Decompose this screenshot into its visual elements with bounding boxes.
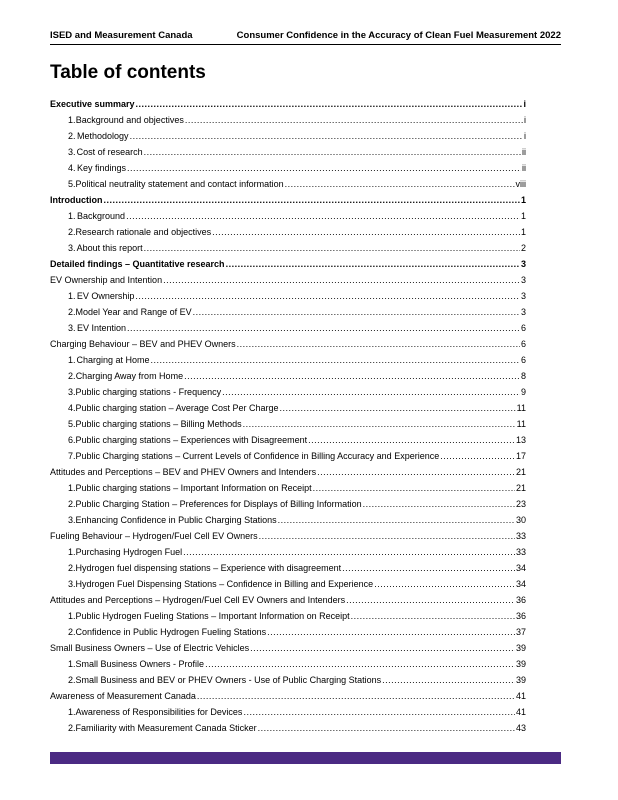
toc-entry-label: Attitudes and Perceptions – Hydrogen/Fuel Cell EV Owners and Intenders bbox=[50, 595, 346, 605]
toc-entry-label: Small Business Owners – Use of Electric Vehicles bbox=[50, 643, 250, 653]
toc-page-number: 9 bbox=[520, 387, 526, 397]
table-of-contents bbox=[50, 94, 526, 734]
toc-entry[interactable] bbox=[50, 430, 526, 446]
toc-page-number: 34 bbox=[515, 563, 526, 573]
toc-entry[interactable] bbox=[50, 366, 526, 382]
toc-leader-dots bbox=[222, 387, 520, 398]
toc-entry-number: 1. bbox=[68, 611, 76, 621]
toc-page-number: 8 bbox=[520, 371, 526, 381]
toc-page-number: ii bbox=[522, 147, 526, 157]
toc-page-number: 43 bbox=[515, 723, 526, 733]
toc-entry-label: About this report bbox=[76, 243, 143, 253]
toc-entry-label: Public Charging stations – Current Levels of Confidence in Billing Accuracy and Experience bbox=[75, 451, 440, 461]
toc-entry-number: 2. bbox=[68, 227, 76, 237]
toc-page-number: 23 bbox=[515, 499, 526, 509]
toc-page-number: 17 bbox=[515, 451, 526, 461]
toc-leader-dots bbox=[285, 179, 515, 190]
toc-entry-label: Public Charging Station – Preferences for Displays of Billing Information bbox=[75, 499, 362, 509]
toc-page-number: 1 bbox=[520, 195, 526, 205]
toc-entry-label: Public Hydrogen Fueling Stations – Important Information on Receipt bbox=[75, 611, 350, 621]
toc-page-number: 41 bbox=[515, 707, 526, 717]
toc-entry-label: Small Business and BEV or PHEV Owners - Use of Public Charging Stations bbox=[75, 675, 382, 685]
toc-leader-dots bbox=[163, 275, 520, 286]
toc-leader-dots bbox=[193, 307, 520, 318]
toc-entry-label: Confidence in Public Hydrogen Fueling Stations bbox=[75, 627, 267, 637]
toc-entry-label: Political neutrality statement and contact information bbox=[75, 179, 284, 189]
toc-leader-dots bbox=[382, 675, 515, 686]
toc-entry-label: Public charging station – Average Cost Per Charge bbox=[75, 403, 279, 413]
toc-entry-number: 5. bbox=[68, 419, 76, 429]
toc-leader-dots bbox=[144, 243, 520, 254]
toc-leader-dots bbox=[243, 419, 516, 430]
toc-page-number: 34 bbox=[515, 579, 526, 589]
toc-entry-label: Hydrogen Fuel Dispensing Stations – Confidence in Billing and Experience bbox=[75, 579, 374, 589]
toc-leader-dots bbox=[342, 563, 515, 574]
toc-leader-dots bbox=[151, 355, 520, 366]
toc-page-number: 3 bbox=[520, 291, 526, 301]
toc-leader-dots bbox=[184, 371, 520, 382]
toc-entry[interactable] bbox=[50, 222, 526, 238]
toc-entry-number: 1. bbox=[68, 659, 76, 669]
toc-entry-label: Charging Away from Home bbox=[75, 371, 184, 381]
toc-entry[interactable] bbox=[50, 254, 526, 270]
toc-entry-number: 1. bbox=[68, 483, 76, 493]
toc-page-number: 33 bbox=[515, 531, 526, 541]
toc-entry-label: Purchasing Hydrogen Fuel bbox=[75, 547, 183, 557]
header-report-title: Consumer Confidence in the Accuracy of Clean Fuel Measurement 2022 bbox=[236, 30, 561, 41]
toc-entry-number: 2. bbox=[68, 675, 76, 685]
toc-entry-number: 2. bbox=[68, 723, 76, 733]
toc-entry[interactable] bbox=[50, 126, 526, 142]
toc-leader-dots bbox=[185, 115, 523, 126]
toc-entry[interactable] bbox=[50, 142, 526, 158]
toc-leader-dots bbox=[267, 627, 515, 638]
toc-leader-dots bbox=[259, 531, 515, 542]
toc-entry-label: Introduction bbox=[50, 195, 103, 205]
toc-entry-label: Public charging stations - Frequency bbox=[75, 387, 222, 397]
toc-page-number: 11 bbox=[516, 419, 526, 429]
toc-entry-number: 3. bbox=[68, 323, 76, 333]
toc-entry[interactable] bbox=[50, 574, 526, 590]
toc-entry-number: 1. bbox=[68, 547, 76, 557]
toc-leader-dots bbox=[130, 131, 523, 142]
toc-entry[interactable] bbox=[50, 206, 526, 222]
toc-page-number: 6 bbox=[520, 355, 526, 365]
toc-entry[interactable] bbox=[50, 190, 526, 206]
header-org: ISED and Measurement Canada bbox=[50, 30, 193, 41]
toc-leader-dots bbox=[258, 723, 515, 734]
toc-entry-label: Awareness of Measurement Canada bbox=[50, 691, 196, 701]
toc-leader-dots bbox=[127, 323, 520, 334]
toc-page-number: i bbox=[524, 131, 526, 141]
toc-page-number: 21 bbox=[515, 467, 526, 477]
toc-entry[interactable] bbox=[50, 478, 526, 494]
toc-page-number: 3 bbox=[520, 275, 526, 285]
toc-page-number: 37 bbox=[515, 627, 526, 637]
toc-page-number: 1 bbox=[520, 227, 526, 237]
toc-leader-dots bbox=[104, 195, 520, 206]
toc-entry[interactable] bbox=[50, 158, 526, 174]
toc-page-number: i bbox=[523, 99, 526, 109]
toc-leader-dots bbox=[278, 515, 515, 526]
toc-entry-label: Public charging stations – Billing Methods bbox=[75, 419, 242, 429]
running-header bbox=[50, 30, 561, 45]
toc-leader-dots bbox=[279, 403, 515, 414]
toc-entry-number: 2. bbox=[68, 563, 76, 573]
toc-leader-dots bbox=[317, 467, 515, 478]
toc-page-number: viii bbox=[515, 179, 526, 189]
toc-entry-number: 3. bbox=[68, 387, 76, 397]
toc-leader-dots bbox=[197, 691, 515, 702]
toc-entry[interactable] bbox=[50, 622, 526, 638]
toc-leader-dots bbox=[226, 259, 520, 270]
toc-entry[interactable] bbox=[50, 350, 526, 366]
toc-entry-number: 3. bbox=[68, 515, 76, 525]
toc-entry-number: 2. bbox=[68, 307, 76, 317]
toc-entry-label: Model Year and Range of EV bbox=[75, 307, 192, 317]
toc-entry[interactable] bbox=[50, 446, 526, 462]
toc-leader-dots bbox=[127, 163, 521, 174]
toc-entry-label: Research rationale and objectives bbox=[75, 227, 212, 237]
toc-entry[interactable] bbox=[50, 526, 526, 542]
toc-leader-dots bbox=[212, 227, 520, 238]
toc-leader-dots bbox=[144, 147, 521, 158]
toc-leader-dots bbox=[363, 499, 515, 510]
toc-entry[interactable] bbox=[50, 462, 526, 478]
toc-leader-dots bbox=[351, 611, 515, 622]
toc-entry-label: Hydrogen fuel dispensing stations – Experience with disagreement bbox=[75, 563, 342, 573]
toc-page-number: 39 bbox=[515, 675, 526, 685]
toc-entry-number: 3. bbox=[68, 579, 76, 589]
toc-entry[interactable] bbox=[50, 238, 526, 254]
toc-entry-label: Awareness of Responsibilities for Devices bbox=[75, 707, 243, 717]
toc-entry-label: Charging at Home bbox=[76, 355, 150, 365]
toc-entry[interactable] bbox=[50, 494, 526, 510]
toc-entry-number: 4. bbox=[68, 163, 76, 173]
toc-entry-number: 7. bbox=[68, 451, 76, 461]
toc-entry-number: 1. bbox=[68, 211, 76, 221]
toc-entry-number: 1. bbox=[68, 115, 76, 125]
toc-page-number: 39 bbox=[515, 643, 526, 653]
toc-entry-label: Small Business Owners - Profile bbox=[75, 659, 205, 669]
footer-bar bbox=[50, 752, 561, 764]
toc-page-number: i bbox=[524, 115, 526, 125]
toc-entry-label: EV Ownership and Intention bbox=[50, 275, 163, 285]
toc-leader-dots bbox=[440, 451, 515, 462]
toc-entry[interactable] bbox=[50, 382, 526, 398]
toc-entry[interactable] bbox=[50, 670, 526, 686]
toc-page-number: 2 bbox=[520, 243, 526, 253]
toc-entry-number: 1. bbox=[68, 355, 76, 365]
toc-leader-dots bbox=[135, 291, 520, 302]
toc-entry[interactable] bbox=[50, 590, 526, 606]
toc-page-number: 11 bbox=[516, 403, 526, 413]
toc-entry[interactable] bbox=[50, 542, 526, 558]
toc-entry-label: Charging Behaviour – BEV and PHEV Owners bbox=[50, 339, 236, 349]
toc-entry-label: Familiarity with Measurement Canada Sticker bbox=[75, 723, 257, 733]
toc-page-number: 3 bbox=[520, 307, 526, 317]
toc-page-number: 13 bbox=[515, 435, 526, 445]
toc-leader-dots bbox=[205, 659, 515, 670]
toc-entry[interactable] bbox=[50, 718, 526, 734]
toc-leader-dots bbox=[243, 707, 515, 718]
toc-page-number: 33 bbox=[515, 547, 526, 557]
toc-entry[interactable] bbox=[50, 654, 526, 670]
toc-entry[interactable] bbox=[50, 638, 526, 654]
toc-entry[interactable] bbox=[50, 414, 526, 430]
toc-entry-label: EV Intention bbox=[77, 323, 127, 333]
toc-entry[interactable] bbox=[50, 606, 526, 622]
toc-page-number: 36 bbox=[515, 611, 526, 621]
toc-page-number: 21 bbox=[515, 483, 526, 493]
toc-leader-dots bbox=[183, 547, 515, 558]
toc-entry-number: 2. bbox=[68, 499, 76, 509]
toc-entry[interactable] bbox=[50, 94, 526, 110]
toc-entry[interactable] bbox=[50, 318, 526, 334]
toc-entry-label: Public charging stations – Important Information on Receipt bbox=[75, 483, 312, 493]
toc-leader-dots bbox=[308, 435, 515, 446]
toc-entry[interactable] bbox=[50, 174, 526, 190]
toc-leader-dots bbox=[126, 211, 520, 222]
toc-entry-label: Cost of research bbox=[76, 147, 143, 157]
toc-leader-dots bbox=[136, 99, 523, 110]
toc-entry-number: 3. bbox=[68, 147, 76, 157]
toc-entry-number: 1. bbox=[68, 707, 76, 717]
toc-leader-dots bbox=[250, 643, 515, 654]
toc-page-number: 30 bbox=[515, 515, 526, 525]
toc-page-number: ii bbox=[522, 163, 526, 173]
toc-entry[interactable] bbox=[50, 270, 526, 286]
toc-entry-number: 4. bbox=[68, 403, 76, 413]
toc-page-number: 41 bbox=[515, 691, 526, 701]
toc-entry[interactable] bbox=[50, 302, 526, 318]
toc-page-number: 6 bbox=[520, 339, 526, 349]
toc-entry-label: Background bbox=[77, 211, 126, 221]
toc-entry-label: Executive summary bbox=[50, 99, 135, 109]
toc-leader-dots bbox=[237, 339, 520, 350]
toc-entry-label: Enhancing Confidence in Public Charging Stations bbox=[75, 515, 277, 525]
toc-leader-dots bbox=[346, 595, 515, 606]
toc-page-number: 6 bbox=[520, 323, 526, 333]
toc-entry-label: Methodology bbox=[77, 131, 129, 141]
page-title: Table of contents bbox=[50, 62, 206, 83]
toc-entry-label: Public charging stations – Experiences with Disagreement bbox=[75, 435, 308, 445]
toc-leader-dots bbox=[374, 579, 515, 590]
toc-entry[interactable] bbox=[50, 702, 526, 718]
toc-entry[interactable] bbox=[50, 686, 526, 702]
toc-entry-label: Attitudes and Perceptions – BEV and PHEV Owners and Intenders bbox=[50, 467, 317, 477]
toc-entry[interactable] bbox=[50, 110, 526, 126]
toc-page-number: 36 bbox=[515, 595, 526, 605]
toc-entry-label: Fueling Behaviour – Hydrogen/Fuel Cell EV Owners bbox=[50, 531, 258, 541]
toc-entry-label: Key findings bbox=[77, 163, 127, 173]
toc-entry[interactable] bbox=[50, 334, 526, 350]
toc-page-number: 3 bbox=[520, 259, 526, 269]
toc-entry[interactable] bbox=[50, 558, 526, 574]
toc-entry-number: 2. bbox=[68, 627, 76, 637]
toc-page-number: 39 bbox=[515, 659, 526, 669]
toc-entry[interactable] bbox=[50, 286, 526, 302]
toc-entry-number: 2. bbox=[68, 131, 76, 141]
toc-entry-number: 6. bbox=[68, 435, 76, 445]
toc-entry[interactable] bbox=[50, 510, 526, 526]
toc-entry-label: EV Ownership bbox=[76, 291, 135, 301]
toc-entry-number: 1. bbox=[68, 291, 76, 301]
toc-entry-number: 3. bbox=[68, 243, 76, 253]
toc-leader-dots bbox=[313, 483, 515, 494]
toc-page-number: 1 bbox=[520, 211, 526, 221]
toc-entry-number: 2. bbox=[68, 371, 76, 381]
toc-entry[interactable] bbox=[50, 398, 526, 414]
toc-entry-number: 5. bbox=[68, 179, 76, 189]
toc-entry-label: Detailed findings – Quantitative research bbox=[50, 259, 225, 269]
toc-entry-label: Background and objectives bbox=[75, 115, 184, 125]
